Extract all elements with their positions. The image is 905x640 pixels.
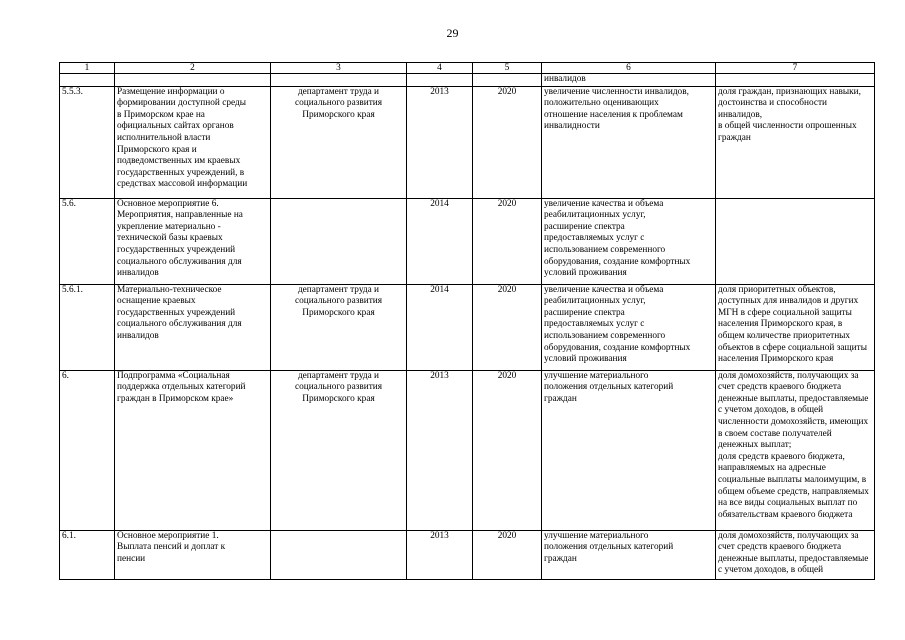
cell-executor: департамент труда и социального развития Приморского края [271,284,407,370]
program-table [59,62,875,580]
cell-number: 5.6.1. [60,284,115,370]
cell-end-year: 2020 [473,370,542,530]
cell-result: увеличение качества и объема реабилитационных услуг, расширение спектра предоставляемых услуг с использованием современного оборудования, создание комфортных условий проживания [542,284,716,370]
cell-indicator: доля приоритетных объектов, доступных для инвалидов и других МГН в сфере социальной защиты населения Приморского края, в общем количестве приоритетных объектов в сфере социальной защиты населения Приморского края [716,284,875,370]
column-header: 3 [271,63,407,74]
cell-name: Основное мероприятие 1. Выплата пенсий и доплат к пенсии [115,530,271,579]
cell-indicator: доля граждан, признающих навыки, достоинства и способности инвалидов, в общей численности опрошенных граждан [716,86,875,198]
cell-number [60,74,115,87]
page-number: 29 [446,26,459,40]
cell-end-year: 2020 [473,284,542,370]
cell-executor: департамент труда и социального развития Приморского края [271,86,407,198]
cell-indicator: доля домохозяйств, получающих за счет средств краевого бюджета денежные выплаты, предоставляемые с учетом доходов, в общей численности домохозяйств, имеющих в своем составе получателей денежных выплат; доля средств краевого бюджета, направляемых на адресные социальные выплаты малоимущим, в общем объеме средств, направляемых на все виды социальных выплат по обязательствам краевого бюджета [716,370,875,530]
column-header: 7 [716,63,875,74]
cell-executor [271,74,407,87]
cell-name: Основное мероприятие 6. Мероприятия, направленные на укрепление материально - технической базы краевых государственных учреждений социального обслуживания для инвалидов [115,198,271,284]
cell-name: Материально-техническое оснащение краевых государственных учреждений социального обслуживания для инвалидов [115,284,271,370]
cell-name: Размещение информации о формировании доступной среды в Приморском крае на официальных сайтах органов исполнительной власти Приморского края и подведомственных им краевых государственных учреждений, в средствах массовой информации [115,86,271,198]
cell-number: 6. [60,370,115,530]
table-header-row [60,63,875,74]
cell-name: Подпрограмма «Социальная поддержка отдельных категорий граждан в Приморском крае» [115,370,271,530]
column-header: 1 [60,63,115,74]
table-row [60,370,875,530]
cell-start-year: 2013 [407,370,473,530]
cell-indicator [716,74,875,87]
table-row [60,284,875,370]
cell-executor [271,198,407,284]
cell-end-year: 2020 [473,198,542,284]
column-header: 5 [473,63,542,74]
cell-start-year: 2013 [407,86,473,198]
table-row [60,86,875,198]
table-row [60,74,875,87]
cell-name [115,74,271,87]
cell-end-year: 2020 [473,530,542,579]
table-row [60,198,875,284]
cell-indicator: доля домохозяйств, получающих за счет средств краевого бюджета денежные выплаты, предоставляемые с учетом доходов, в общей [716,530,875,579]
cell-executor: департамент труда и социального развития Приморского края [271,370,407,530]
cell-start-year: 2013 [407,530,473,579]
cell-start-year: 2014 [407,284,473,370]
cell-result: увеличение численности инвалидов, положительно оценивающих отношение населения к проблемам инвалидности [542,86,716,198]
cell-end-year: 2020 [473,86,542,198]
cell-indicator [716,198,875,284]
cell-result: инвалидов [542,74,716,87]
cell-number: 5.6. [60,198,115,284]
column-header: 4 [407,63,473,74]
cell-start-year: 2014 [407,198,473,284]
cell-result: улучшение материального положения отдельных категорий граждан [542,370,716,530]
cell-number: 5.5.3. [60,86,115,198]
column-header: 2 [115,63,271,74]
cell-end-year [473,74,542,87]
cell-result: улучшение материального положения отдельных категорий граждан [542,530,716,579]
cell-result: увеличение качества и объема реабилитационных услуг, расширение спектра предоставляемых услуг с использованием современного оборудования, создание комфортных условий проживания [542,198,716,284]
column-header: 6 [542,63,716,74]
cell-number: 6.1. [60,530,115,579]
cell-executor [271,530,407,579]
cell-start-year [407,74,473,87]
table-row [60,530,875,579]
